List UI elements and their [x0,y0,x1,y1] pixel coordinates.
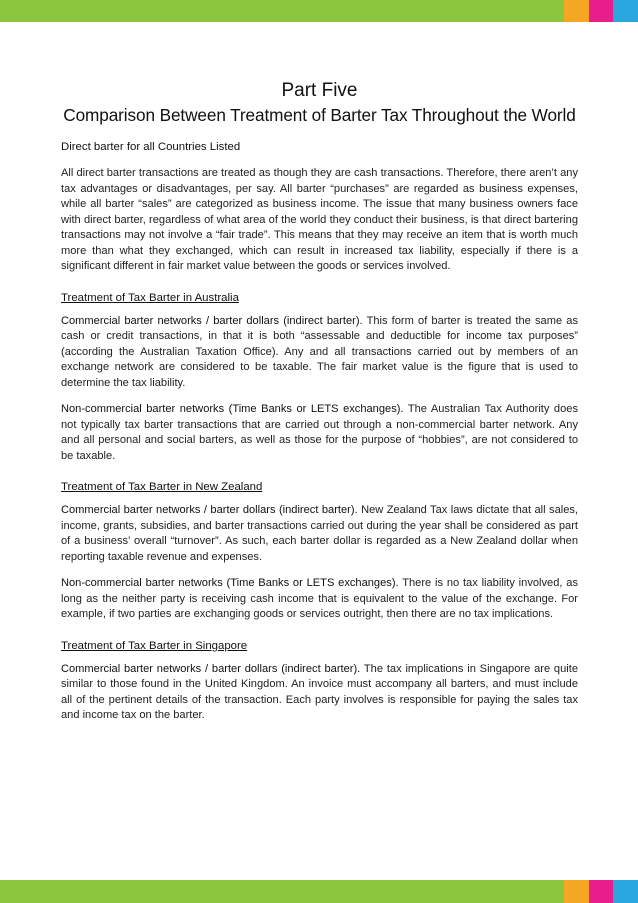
australia-noncommercial-text: The Australian Tax Authority does not typically tax barter transactions that are carried out through a non-commercial barter network. Any and all personal and social barters, as well as those for the purpose of “hobbies”, are not considered to be taxable. [61,403,578,462]
new-zealand-heading: Treatment of Tax Barter in New Zealand [61,481,263,493]
stripe-segment [466,0,491,22]
top-color-stripe [0,0,638,22]
stripe-segment [589,880,614,903]
stripe-segment [393,880,418,903]
stripe-segment [319,0,344,22]
stripe-segment [319,880,344,903]
bottom-color-stripe [0,880,638,903]
stripe-segment [540,880,565,903]
stripe-segment [540,0,565,22]
new-zealand-commercial-text: New Zealand Tax laws dictate that all sales, income, grants, subsidies, and barter transactions carried out during the year shall be considered as part of a business’ overall “turnover”. As such, each barter dollar is regarded as a New Zealand dollar when reporting taxable revenue and expenses. [61,504,578,563]
stripe-segment [196,0,221,22]
stripe-segment [196,880,221,903]
stripe-segment [417,0,442,22]
intro-heading: Direct barter for all Countries Listed [61,141,241,153]
stripe-segment [491,880,516,903]
new-zealand-noncommercial-paragraph [61,576,578,623]
stripe-segment [98,0,123,22]
document-title: Comparison Between Treatment of Barter Tax Throughout the World [63,105,576,125]
stripe-segment [74,0,99,22]
stripe-segment [49,880,74,903]
stripe-segment [343,880,368,903]
stripe-segment [49,0,74,22]
australia-noncommercial-lead: Non-commercial barter networks (Time Banks or LETS exchanges). [61,403,404,415]
stripe-segment [221,880,246,903]
stripe-segment [294,0,319,22]
stripe-segment [613,880,638,903]
stripe-segment [515,0,540,22]
stripe-segment [123,0,148,22]
singapore-commercial-paragraph [61,662,578,724]
stripe-segment [564,0,589,22]
singapore-commercial-text: The tax implications in Singapore are quite similar to those found in the United Kingdom. An invoice must accompany all barters, and must include all of the pertinent details of the transaction. Each party involves is responsible for paying the sales tax and income tax on the barter. [61,662,578,721]
australia-commercial-lead: Commercial barter networks / barter dollars (indirect barter). [61,314,363,327]
stripe-segment [0,0,25,22]
stripe-segment [98,880,123,903]
stripe-segment [442,880,467,903]
stripe-segment [172,0,197,22]
stripe-segment [74,880,99,903]
stripe-segment [147,880,172,903]
stripe-segment [172,880,197,903]
stripe-segment [417,880,442,903]
new-zealand-commercial-paragraph [61,503,578,565]
stripe-segment [613,0,638,22]
new-zealand-noncommercial-lead: Non-commercial barter networks (Time Banks or LETS exchanges). [61,577,399,589]
new-zealand-noncommercial-text: There is no tax liability involved, as long as the neither party is receiving cash income that is equivalent to the value of the exchange. For example, if two parties are exchanging goods or services outright, then there are no tax implications. [61,577,578,620]
stripe-segment [0,880,25,903]
new-zealand-commercial-lead: Commercial barter networks / barter dollars (indirect barter). [61,504,358,516]
stripe-segment [564,880,589,903]
stripe-segment [393,0,418,22]
stripe-segment [270,0,295,22]
stripe-segment [466,880,491,903]
stripe-segment [589,0,614,22]
stripe-segment [270,880,295,903]
australia-commercial-paragraph [61,314,578,392]
stripe-segment [147,0,172,22]
stripe-segment [368,880,393,903]
stripe-segment [515,880,540,903]
stripe-segment [442,0,467,22]
australia-noncommercial-paragraph [61,402,578,464]
stripe-segment [245,0,270,22]
stripe-segment [245,880,270,903]
stripe-segment [221,0,246,22]
stripe-segment [343,0,368,22]
stripe-segment [368,0,393,22]
stripe-segment [25,0,50,22]
stripe-segment [491,0,516,22]
part-title: Part Five [281,80,358,101]
australia-commercial-text: This form of barter is treated the same as cash or credit transactions, in that it is both “assessable and deductible for income tax purposes” (according the Australian Taxation Office). Any and all transactions carried out by members of an exchange network are considered to be taxable. The fair market value is the figure that is used to determine the tax liability. [61,314,579,389]
stripe-segment [123,880,148,903]
singapore-commercial-lead: Commercial barter networks / barter dollars (indirect barter). [61,662,361,675]
singapore-heading: Treatment of Tax Barter in Singapore [61,639,248,652]
stripe-segment [25,880,50,903]
stripe-segment [294,880,319,903]
intro-paragraph: All direct barter transactions are treated as though they are cash transactions. Therefore, there aren’t any tax advantages or disadvantages, per say. All barter “purchases” are regarded as business expenses, while all barter “sales” are categorized as business income. The issue that many business owners face with direct barter, regardless of what area of the world they conduct their business, is that direct bartering transactions may not involve a “fair trade”. This means that they may receive an item that is worth much more than what they exchanged, which can result in increased tax liability, especially if there is a significant different in fair market value between the goods or services involved. [61,167,578,272]
australia-heading: Treatment of Tax Barter in Australia [61,291,239,304]
document-page [61,80,578,724]
